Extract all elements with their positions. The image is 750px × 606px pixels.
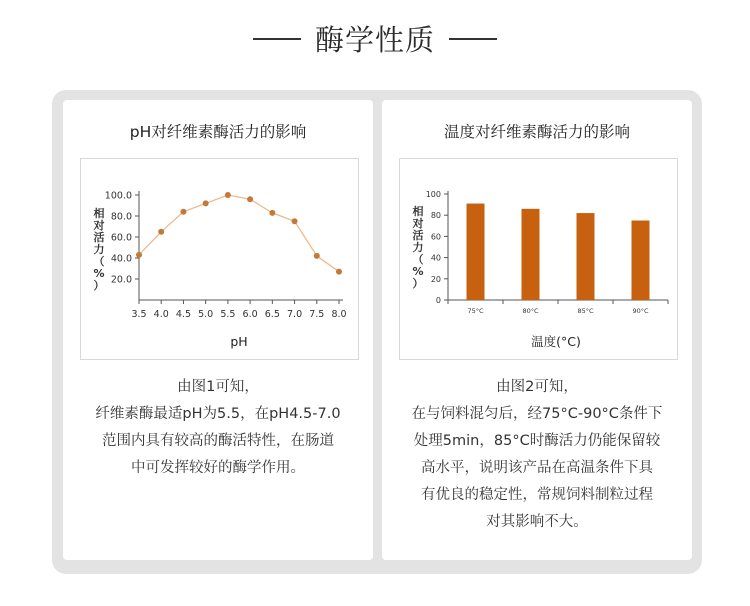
data-point xyxy=(336,269,342,275)
ph-description xyxy=(73,374,363,482)
y-tick-label: 20.0 xyxy=(110,274,132,286)
section-title: 酶学性质 xyxy=(314,23,435,57)
x-axis-label: 温度(°C) xyxy=(531,334,581,349)
x-tick-label: 3.5 xyxy=(131,309,147,320)
y-axis-label-char: % xyxy=(93,267,105,280)
y-axis-label-char: 对 xyxy=(412,217,424,230)
x-axis-label: pH xyxy=(230,334,248,349)
temp-desc-line: 处理5min，85°C时酶活力仍能保留较 xyxy=(413,433,661,449)
data-point xyxy=(292,218,298,224)
data-point xyxy=(269,210,275,216)
data-point xyxy=(180,209,186,215)
temp-desc-line: 在与饲料混匀后，经75°C-90°C条件下 xyxy=(411,406,663,422)
y-tick-label: 80 xyxy=(430,211,441,221)
y-axis-label-char: 相 xyxy=(412,205,424,218)
heading-left-rule xyxy=(253,38,301,40)
ph-desc-line: 中可发挥较好的酶学作用。 xyxy=(131,460,305,476)
y-axis-label-char: 力 xyxy=(412,241,424,254)
heading-right-rule xyxy=(449,38,497,40)
temp-bar-chart xyxy=(400,159,677,359)
y-axis-label-char: 相 xyxy=(93,207,105,220)
data-point xyxy=(136,252,142,258)
data-point xyxy=(314,253,320,259)
bar xyxy=(467,204,485,300)
data-point xyxy=(158,229,164,235)
x-tick-label: 90°C xyxy=(632,307,649,315)
bar xyxy=(632,221,650,301)
temp-desc-line: 有优良的稳定性，常规饲料制粒过程 xyxy=(421,487,653,503)
temp-chart-box xyxy=(399,158,678,360)
y-axis-label-char: ） xyxy=(93,279,105,292)
data-point xyxy=(247,196,253,202)
y-axis-label-char: 力 xyxy=(93,243,105,256)
x-tick-label: 4.0 xyxy=(153,309,169,320)
data-point xyxy=(225,192,231,198)
y-axis-label-char: （ xyxy=(93,255,105,268)
x-tick-label: 5.0 xyxy=(198,309,214,320)
x-tick-label: 5.5 xyxy=(220,309,236,320)
ph-desc-line: 范围内具有较高的酶活特性，在肠道 xyxy=(102,433,334,449)
x-tick-label: 6.0 xyxy=(242,309,258,320)
ph-line-chart xyxy=(81,159,358,359)
y-tick-label: 40 xyxy=(430,253,441,263)
ph-desc-line: 由图1可知， xyxy=(177,379,259,395)
ph-chart-title: pH对纤维素酶活力的影响 xyxy=(129,123,307,141)
y-axis-label-char: % xyxy=(412,265,424,278)
ph-chart-box xyxy=(80,158,359,360)
y-tick-label: 20 xyxy=(430,274,441,284)
x-tick-label: 7.0 xyxy=(287,309,303,320)
y-tick-label: 100.0 xyxy=(104,190,132,202)
temp-chart-title: 温度对纤维素酶活力的影响 xyxy=(443,123,630,141)
x-tick-label: 4.5 xyxy=(175,309,191,320)
temp-desc-line: 对其影响不大。 xyxy=(486,514,588,530)
x-tick-label: 80°C xyxy=(522,307,539,315)
temp-desc-line: 由图2可知， xyxy=(496,379,578,395)
x-tick-label: 75°C xyxy=(467,307,484,315)
x-tick-label: 7.5 xyxy=(309,309,325,320)
y-tick-label: 100 xyxy=(425,190,441,199)
temp-desc-line: 高水平，说明该产品在高温条件下具 xyxy=(421,460,653,476)
y-axis-label-char: 活 xyxy=(93,231,105,244)
temperature-card xyxy=(382,100,692,560)
ph-card xyxy=(63,100,373,560)
y-tick-label: 60 xyxy=(430,232,441,242)
y-axis-label-char: ） xyxy=(412,277,424,290)
y-tick-label: 60.0 xyxy=(110,232,132,244)
bar xyxy=(522,209,540,300)
y-tick-label: 0 xyxy=(435,296,441,305)
y-axis-label-char: 活 xyxy=(412,229,424,242)
bar xyxy=(577,213,595,300)
y-axis-label-char: 对 xyxy=(93,219,105,232)
section-heading xyxy=(0,18,750,59)
y-tick-label: 80.0 xyxy=(110,211,132,223)
x-tick-label: 85°C xyxy=(577,307,594,315)
ph-desc-line: 纤维素酶最适pH为5.5，在pH4.5-7.0 xyxy=(95,406,341,422)
x-tick-label: 8.0 xyxy=(331,309,347,320)
x-tick-label: 6.5 xyxy=(264,309,280,320)
y-tick-label: 40.0 xyxy=(110,253,132,265)
series-line xyxy=(139,195,339,272)
y-axis-label-char: （ xyxy=(412,253,424,266)
data-point xyxy=(203,200,209,206)
temp-description xyxy=(392,374,682,536)
